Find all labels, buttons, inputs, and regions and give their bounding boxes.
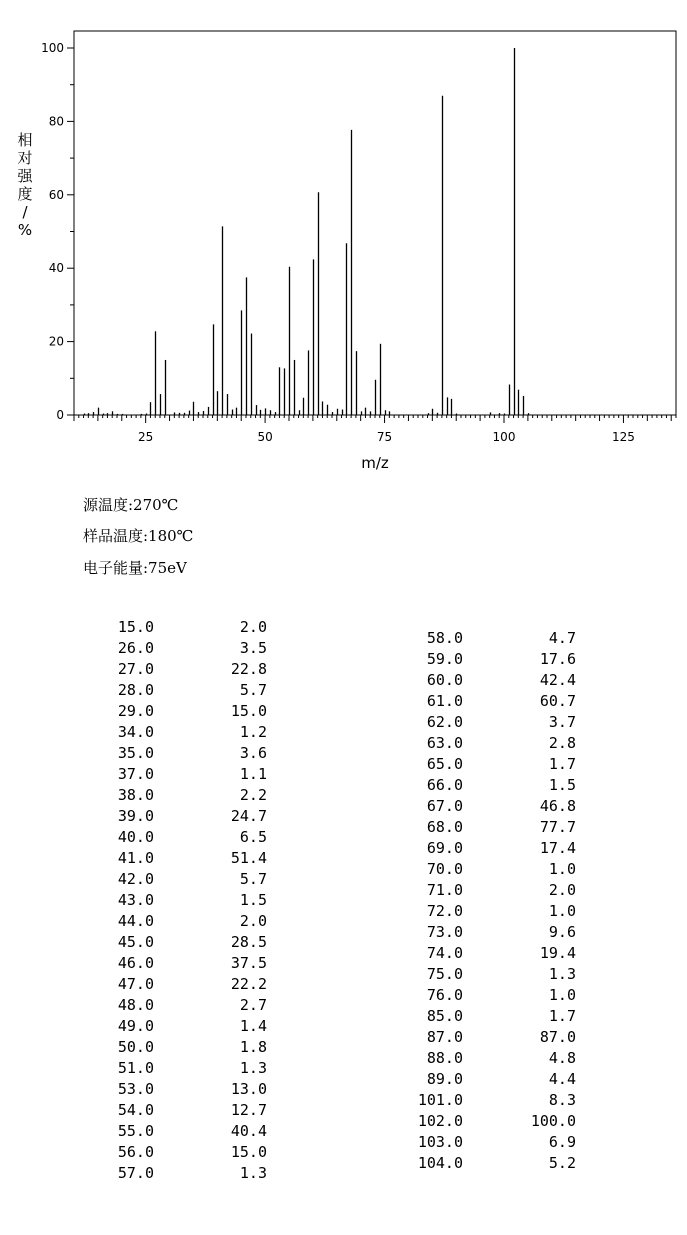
mz-value: 58.0 xyxy=(426,629,463,647)
abundance-value: 3.6 xyxy=(239,744,267,762)
table-row xyxy=(416,712,576,733)
table-row xyxy=(107,1037,267,1058)
abundance-value: 1.7 xyxy=(548,1007,576,1025)
mz-value: 75.0 xyxy=(426,965,463,983)
table-row xyxy=(416,1069,576,1090)
x-axis-title: m/z xyxy=(361,454,389,472)
mz-value: 74.0 xyxy=(426,944,463,962)
abundance-value: 51.4 xyxy=(230,849,267,867)
table-row xyxy=(416,859,576,880)
abundance-value: 24.7 xyxy=(230,807,267,825)
table-row xyxy=(416,649,576,670)
peak-table-right xyxy=(416,628,576,1174)
mz-value: 102.0 xyxy=(417,1112,463,1130)
abundance-value: 15.0 xyxy=(230,1143,267,1161)
mz-value: 53.0 xyxy=(117,1080,154,1098)
y-axis-title-char: 度 xyxy=(17,185,33,203)
abundance-value: 46.8 xyxy=(539,797,576,815)
abundance-value: 19.4 xyxy=(539,944,576,962)
abundance-value: 1.2 xyxy=(239,723,267,741)
mz-value: 61.0 xyxy=(426,692,463,710)
table-row xyxy=(416,838,576,859)
y-axis-title-char: % xyxy=(17,221,33,239)
y-axis-title-char: 相 xyxy=(17,131,33,149)
abundance-value: 42.4 xyxy=(539,671,576,689)
abundance-value: 1.3 xyxy=(239,1164,267,1182)
table-row xyxy=(107,785,267,806)
mz-value: 43.0 xyxy=(117,891,154,909)
abundance-value: 1.7 xyxy=(548,755,576,773)
abundance-value: 1.0 xyxy=(548,860,576,878)
table-row xyxy=(107,1079,267,1100)
mz-value: 28.0 xyxy=(117,681,154,699)
y-tick-label: 80 xyxy=(48,114,64,129)
abundance-value: 28.5 xyxy=(230,933,267,951)
y-tick-label: 20 xyxy=(48,334,64,349)
table-row xyxy=(107,806,267,827)
y-axis-title-char: 对 xyxy=(17,149,33,167)
mz-value: 71.0 xyxy=(426,881,463,899)
x-axis-ticks xyxy=(138,430,635,444)
table-row xyxy=(107,1058,267,1079)
abundance-value: 1.3 xyxy=(548,965,576,983)
abundance-value: 4.7 xyxy=(548,629,576,647)
x-minor-ticks xyxy=(74,415,676,423)
table-row xyxy=(416,775,576,796)
table-row xyxy=(107,1121,267,1142)
table-row xyxy=(416,796,576,817)
table-row xyxy=(416,1027,576,1048)
y-tick-label: 0 xyxy=(56,408,64,422)
abundance-value: 40.4 xyxy=(230,1122,267,1140)
mz-value: 54.0 xyxy=(117,1101,154,1119)
table-row xyxy=(107,638,267,659)
abundance-value: 2.0 xyxy=(548,881,576,899)
abundance-value: 17.6 xyxy=(539,650,576,668)
mz-value: 65.0 xyxy=(426,755,463,773)
abundance-value: 2.8 xyxy=(548,734,576,752)
abundance-value: 77.7 xyxy=(539,818,576,836)
abundance-value: 5.7 xyxy=(239,870,267,888)
mz-value: 103.0 xyxy=(417,1133,463,1151)
table-row xyxy=(107,1163,267,1184)
abundance-value: 1.8 xyxy=(239,1038,267,1056)
mz-value: 73.0 xyxy=(426,923,463,941)
abundance-value: 22.2 xyxy=(230,975,267,993)
mz-value: 42.0 xyxy=(117,870,154,888)
abundance-value: 22.8 xyxy=(230,660,267,678)
mz-value: 27.0 xyxy=(117,660,154,678)
mz-value: 45.0 xyxy=(117,933,154,951)
mz-value: 104.0 xyxy=(417,1154,463,1172)
abundance-value: 100.0 xyxy=(530,1112,576,1130)
table-row xyxy=(416,691,576,712)
abundance-value: 4.8 xyxy=(548,1049,576,1067)
table-row xyxy=(416,1153,576,1174)
y-axis-title-char: 强 xyxy=(17,167,33,185)
table-row xyxy=(416,817,576,838)
abundance-value: 15.0 xyxy=(230,702,267,720)
mz-value: 56.0 xyxy=(117,1143,154,1161)
abundance-value: 3.5 xyxy=(239,639,267,657)
table-row xyxy=(416,754,576,775)
mz-value: 55.0 xyxy=(117,1122,154,1140)
mz-value: 85.0 xyxy=(426,1007,463,1025)
abundance-value: 12.7 xyxy=(230,1101,267,1119)
mz-value: 69.0 xyxy=(426,839,463,857)
mz-value: 51.0 xyxy=(117,1059,154,1077)
peak-table-left xyxy=(107,617,267,1184)
mz-value: 48.0 xyxy=(117,996,154,1014)
mz-value: 57.0 xyxy=(117,1164,154,1182)
mz-value: 35.0 xyxy=(117,744,154,762)
abundance-value: 1.0 xyxy=(548,986,576,1004)
electron-energy xyxy=(83,557,187,578)
abundance-value: 5.2 xyxy=(548,1154,576,1172)
mz-value: 38.0 xyxy=(117,786,154,804)
mz-value: 63.0 xyxy=(426,734,463,752)
mz-value: 70.0 xyxy=(426,860,463,878)
abundance-value: 2.7 xyxy=(239,996,267,1014)
mz-value: 40.0 xyxy=(117,828,154,846)
table-row xyxy=(107,869,267,890)
mz-value: 60.0 xyxy=(426,671,463,689)
source-temperature xyxy=(83,494,178,515)
sample-temperature-text: 样品温度:180℃ xyxy=(83,527,194,545)
mz-value: 44.0 xyxy=(117,912,154,930)
table-row xyxy=(107,743,267,764)
x-tick-label: 100 xyxy=(492,430,516,444)
abundance-value: 4.4 xyxy=(548,1070,576,1088)
abundance-value: 5.7 xyxy=(239,681,267,699)
mz-value: 87.0 xyxy=(426,1028,463,1046)
abundance-value: 87.0 xyxy=(539,1028,576,1046)
table-row xyxy=(107,722,267,743)
mz-value: 47.0 xyxy=(117,975,154,993)
table-row xyxy=(107,827,267,848)
table-row xyxy=(107,1016,267,1037)
electron-energy-text: 电子能量:75eV xyxy=(83,559,187,577)
abundance-value: 1.5 xyxy=(548,776,576,794)
y-tick-label: 100 xyxy=(41,41,64,55)
table-row xyxy=(416,922,576,943)
table-row xyxy=(107,911,267,932)
table-row xyxy=(416,964,576,985)
y-tick-label: 60 xyxy=(48,187,64,202)
table-row xyxy=(107,680,267,701)
plot-frame xyxy=(74,31,676,415)
mz-value: 72.0 xyxy=(426,902,463,920)
table-row xyxy=(416,901,576,922)
mz-value: 29.0 xyxy=(117,702,154,720)
x-tick-label: 75 xyxy=(376,430,393,444)
mz-value: 39.0 xyxy=(117,807,154,825)
mz-value: 49.0 xyxy=(117,1017,154,1035)
table-row xyxy=(107,953,267,974)
table-row xyxy=(416,1090,576,1111)
table-row xyxy=(107,995,267,1016)
table-row xyxy=(107,932,267,953)
y-axis-title xyxy=(17,131,33,239)
table-row xyxy=(107,890,267,911)
abundance-value: 60.7 xyxy=(539,692,576,710)
table-row xyxy=(107,1142,267,1163)
mz-value: 62.0 xyxy=(426,713,463,731)
mz-value: 50.0 xyxy=(117,1038,154,1056)
mass-spectrum-chart xyxy=(0,0,687,480)
table-row xyxy=(416,628,576,649)
table-row xyxy=(416,1132,576,1153)
abundance-value: 6.9 xyxy=(548,1133,576,1151)
mz-value: 15.0 xyxy=(117,618,154,636)
table-row xyxy=(416,943,576,964)
mz-value: 68.0 xyxy=(426,818,463,836)
spectrum-peaks xyxy=(85,48,529,415)
table-row xyxy=(416,670,576,691)
mz-value: 59.0 xyxy=(426,650,463,668)
mz-value: 66.0 xyxy=(426,776,463,794)
abundance-value: 9.6 xyxy=(548,923,576,941)
table-row xyxy=(107,764,267,785)
y-tick-label: 40 xyxy=(48,261,64,276)
mz-value: 34.0 xyxy=(117,723,154,741)
table-row xyxy=(416,733,576,754)
table-row xyxy=(416,985,576,1006)
table-row xyxy=(416,1048,576,1069)
sample-temperature xyxy=(83,525,193,546)
table-row xyxy=(416,1006,576,1027)
abundance-value: 1.4 xyxy=(239,1017,267,1035)
x-tick-label: 50 xyxy=(257,430,273,444)
y-axis-title-char: / xyxy=(22,203,28,221)
table-row xyxy=(107,974,267,995)
abundance-value: 13.0 xyxy=(230,1080,267,1098)
abundance-value: 2.2 xyxy=(239,786,267,804)
mz-value: 76.0 xyxy=(426,986,463,1004)
x-tick-label: 125 xyxy=(611,430,635,444)
abundance-value: 1.1 xyxy=(239,765,267,783)
x-tick-label: 25 xyxy=(138,430,154,444)
abundance-value: 6.5 xyxy=(239,828,267,846)
mz-value: 26.0 xyxy=(117,639,154,657)
table-row xyxy=(107,659,267,680)
abundance-value: 17.4 xyxy=(539,839,576,857)
mz-value: 37.0 xyxy=(117,765,154,783)
table-row xyxy=(107,617,267,638)
table-row xyxy=(107,848,267,869)
table-row xyxy=(416,1111,576,1132)
abundance-value: 1.5 xyxy=(239,891,267,909)
abundance-value: 1.3 xyxy=(239,1059,267,1077)
source-temperature-text: 源温度:270℃ xyxy=(83,496,179,514)
mz-value: 46.0 xyxy=(117,954,154,972)
y-axis-ticks xyxy=(41,41,74,422)
mz-value: 88.0 xyxy=(426,1049,463,1067)
mz-value: 67.0 xyxy=(426,797,463,815)
table-row xyxy=(107,1100,267,1121)
abundance-value: 3.7 xyxy=(548,713,576,731)
abundance-value: 2.0 xyxy=(239,912,267,930)
mz-value: 89.0 xyxy=(426,1070,463,1088)
abundance-value: 37.5 xyxy=(230,954,267,972)
abundance-value: 2.0 xyxy=(239,618,267,636)
mz-value: 101.0 xyxy=(417,1091,463,1109)
abundance-value: 8.3 xyxy=(548,1091,576,1109)
abundance-value: 1.0 xyxy=(548,902,576,920)
mz-value: 41.0 xyxy=(117,849,154,867)
table-row xyxy=(416,880,576,901)
table-row xyxy=(107,701,267,722)
